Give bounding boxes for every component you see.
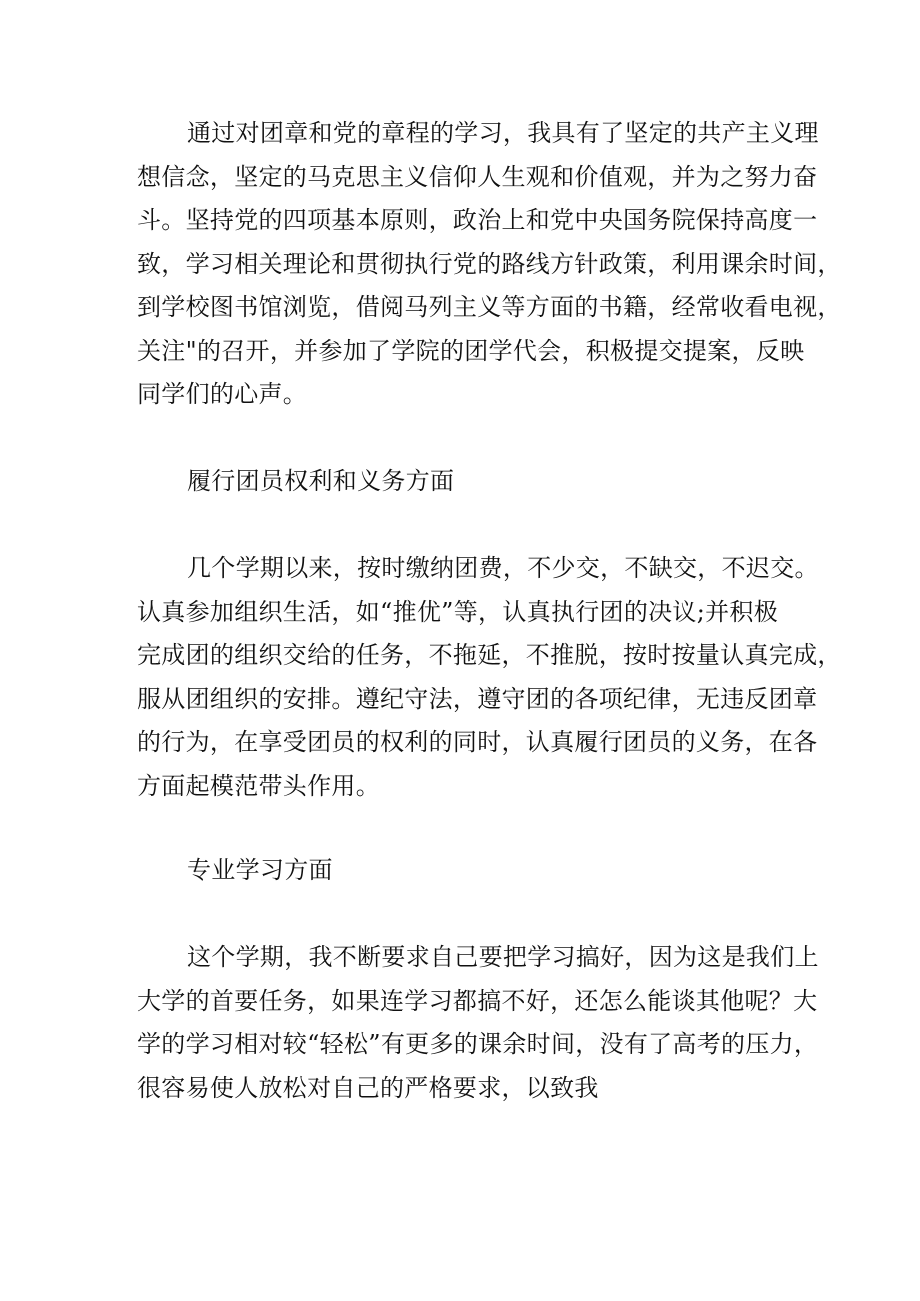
- paragraph-professional-study: [137, 936, 819, 1110]
- paragraph-line: 很容易使人放松对自己的严格要求，以致我: [137, 1073, 599, 1102]
- paragraph-rights-duties: [137, 547, 842, 808]
- paragraph-line: 同学们的心声。: [137, 380, 308, 408]
- paragraph-line: 通过对团章和党的章程的学习，我具有了坚定的共产主义理: [187, 119, 819, 147]
- paragraph-line: 的行为，在享受团员的权利的同时，认真履行团员的义务，在各: [137, 728, 818, 756]
- paragraph-line: 想信念，坚定的马克思主义信仰人生观和价值观，并为之努力奋: [137, 162, 818, 191]
- section-heading: 履行团员权利和义务方面: [187, 467, 455, 495]
- paragraph-line: 几个学期以来，按时缴纳团费，不少交，不缺交，不迟交。: [187, 554, 819, 582]
- paragraph-line: 方面起模范带头作用。: [137, 771, 380, 800]
- paragraph-line: 服从团组织的安排。遵纪守法，遵守团的各项纪律，无违反团章: [137, 684, 818, 713]
- paragraph-theory-study: [137, 112, 842, 417]
- paragraph-line: 完成团的组织交给的任务，不拖延，不推脱，按时按量认真完成，: [137, 641, 842, 669]
- section-heading-professional-study: [137, 849, 797, 893]
- paragraph-line: 致，学习相关理论和贯彻执行党的路线方针政策，利用课余时间，: [137, 249, 842, 278]
- paragraph-line: 斗。坚持党的四项基本原则，政治上和党中央国务院保持高度一: [137, 206, 818, 234]
- section-heading: 专业学习方面: [187, 856, 333, 884]
- paragraph-line: 认真参加组织生活，如“推优”等，认真执行团的决议;并积极: [137, 597, 779, 626]
- paragraph-line: 到学校图书馆浏览，借阅马列主义等方面的书籍，经常收看电视，: [137, 293, 842, 321]
- paragraph-line: 关注"的召开，并参加了学院的团学代会，积极提交提案，反映: [137, 336, 805, 365]
- paragraph-line: 这个学期，我不断要求自己要把学习搞好，因为这是我们上: [187, 943, 819, 971]
- section-heading-rights-duties: [137, 460, 797, 504]
- paragraph-line: 学的学习相对较“轻松”有更多的课余时间，没有了高考的压力，: [137, 1030, 819, 1058]
- paragraph-line: 大学的首要任务，如果连学习都搞不好，还怎么能谈其他呢？大: [137, 986, 818, 1015]
